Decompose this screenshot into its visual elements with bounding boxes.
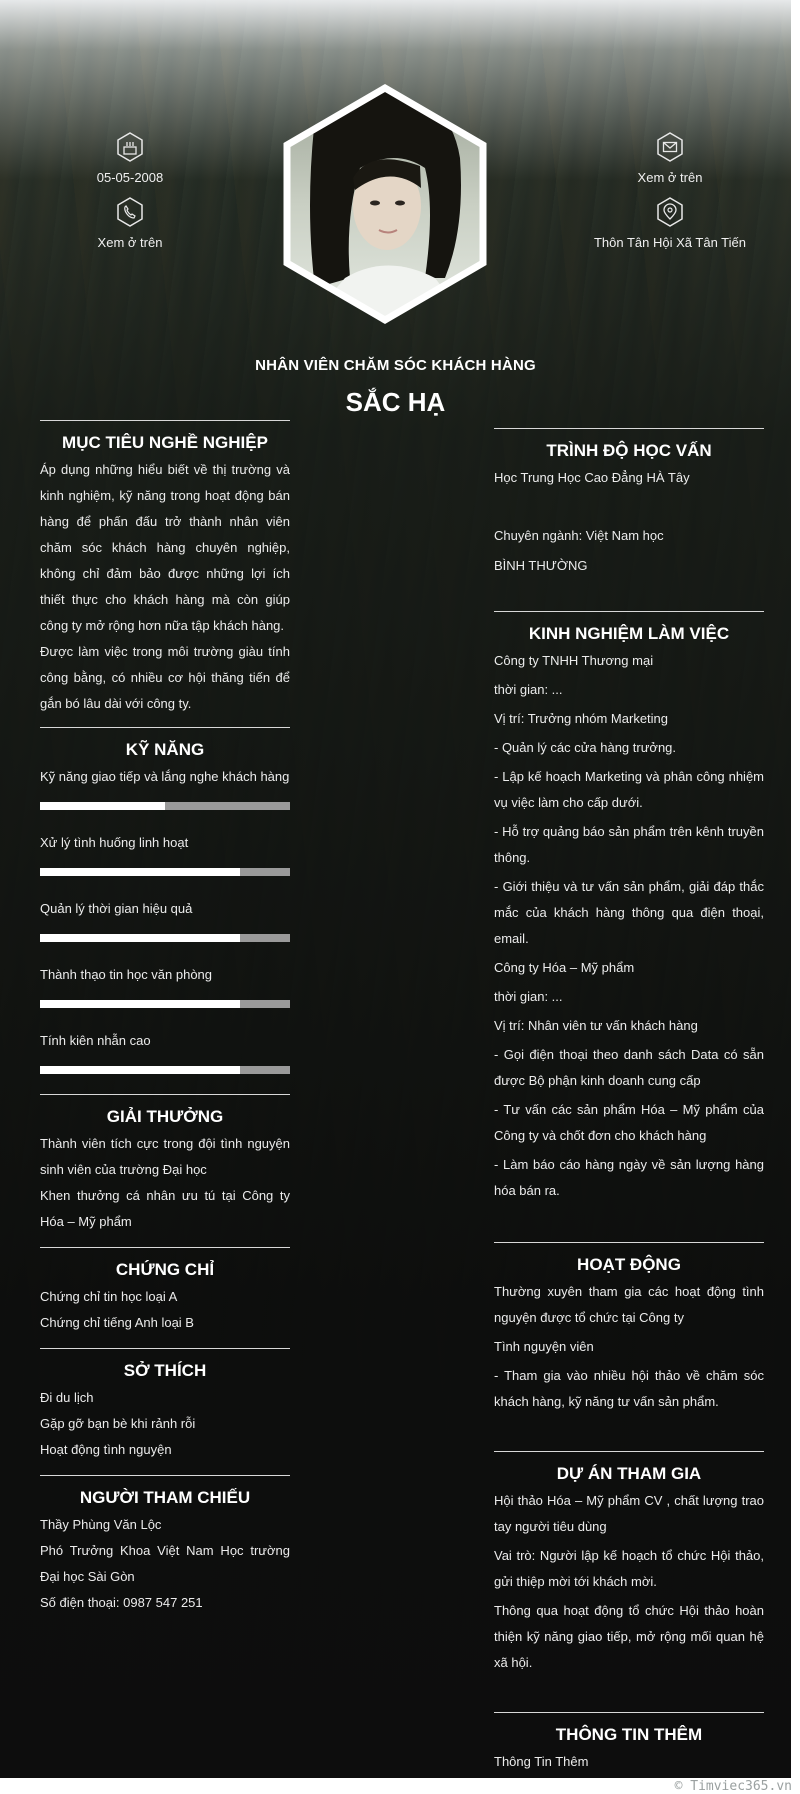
right-column — [494, 428, 764, 1775]
extra-info-section — [494, 1712, 764, 1775]
skills-section — [40, 727, 290, 1074]
skill-label: Thành thạo tin học văn phòng — [40, 967, 213, 982]
hobby-item: Đi du lịch — [40, 1390, 94, 1405]
certificates-section — [40, 1247, 290, 1336]
address-text: Thôn Tân Hội Xã Tân Tiến — [593, 235, 746, 250]
education-grade: BÌNH THƯỜNG — [494, 558, 588, 573]
experience-item: thời gian: ... — [494, 682, 563, 697]
profile-photo — [275, 78, 495, 330]
experience-item: Công ty Hóa – Mỹ phẩm — [494, 960, 635, 975]
certificate-item: Chứng chỉ tiếng Anh loại B — [40, 1315, 194, 1330]
skill-bar — [40, 802, 290, 810]
award-item: Khen thưởng cá nhân ưu tú tại Công ty Hóa – Mỹ phẩm — [40, 1188, 290, 1229]
extra-info-text: Thông Tin Thêm — [494, 1754, 589, 1769]
objective-text: Được làm việc trong môi trường giàu tính công bằng, có nhiều cơ hội thăng tiến để gắn bó lâu dài với công ty. — [40, 644, 290, 711]
reference-item: Số điện thoại: 0987 547 251 — [40, 1595, 203, 1610]
section-title: THÔNG TIN THÊM — [555, 1725, 703, 1744]
awards-section — [40, 1094, 290, 1235]
experience-section — [494, 611, 764, 1204]
section-title: CHỨNG CHỈ — [115, 1260, 215, 1279]
activity-item: Thường xuyên tham gia các hoạt động tình nguyện được tổ chức tại Công ty — [494, 1284, 764, 1325]
skill-bar-fill — [40, 934, 240, 942]
experience-item: thời gian: ... — [494, 989, 563, 1004]
dob-info — [70, 132, 190, 185]
project-item: Hội thảo Hóa – Mỹ phẩm CV , chất lượng trao tay người tiêu dùng — [494, 1493, 764, 1534]
project-item: Thông qua hoạt động tổ chức Hội thảo hoàn thiện kỹ năng giao tiếp, mở rộng mối quan hệ xã hội. — [494, 1603, 764, 1670]
education-section — [494, 428, 764, 579]
hobby-item: Gặp gỡ bạn bè khi rảnh rỗi — [40, 1416, 196, 1431]
hobby-item: Hoạt động tình nguyện — [40, 1442, 172, 1457]
section-title: KINH NGHIỆM LÀM VIỆC — [528, 624, 730, 643]
skill-bar — [40, 1000, 290, 1008]
section-divider — [494, 1242, 764, 1243]
birthday-cake-icon — [116, 132, 144, 162]
section-divider — [40, 1475, 290, 1476]
activities-section — [494, 1242, 764, 1415]
experience-item: Vị trí: Trưởng nhóm Marketing — [494, 711, 669, 726]
location-pin-icon — [656, 197, 684, 227]
phone-info — [70, 197, 190, 250]
job-title: NHÂN VIÊN CHĂM SÓC KHÁCH HÀNG — [255, 357, 536, 374]
section-title: GIẢI THƯỞNG — [106, 1107, 224, 1126]
skill-bar — [40, 868, 290, 876]
skill-label: Kỹ năng giao tiếp và lắng nghe khách hàng — [40, 769, 290, 784]
activity-item: Tình nguyện viên — [494, 1339, 594, 1354]
experience-item: - Tư vấn các sản phẩm Hóa – Mỹ phẩm của Công ty và chốt đơn cho khách hàng — [494, 1102, 764, 1143]
experience-item: - Giới thiệu và tư vấn sản phẩm, giải đáp thắc mắc của khách hàng thông qua điện thoại, email. — [494, 879, 764, 946]
candidate-name: SẮC HẠ — [345, 387, 446, 417]
watermark: © Timviec365.vn — [674, 1779, 792, 1794]
envelope-icon — [656, 132, 684, 162]
experience-item: - Gọi điện thoại theo danh sách Data có sẵn được Bộ phận kinh doanh cung cấp — [494, 1047, 764, 1088]
email-text: Xem ở trên — [637, 170, 703, 185]
section-divider — [494, 428, 764, 429]
section-divider — [494, 1712, 764, 1713]
email-info — [600, 132, 740, 185]
phone-text: Xem ở trên — [97, 235, 163, 250]
education-major: Chuyên ngành: Việt Nam học — [494, 528, 664, 543]
objective-section — [40, 420, 290, 717]
section-divider — [40, 727, 290, 728]
education-school: Học Trung Học Cao Đẳng HÀ Tây — [494, 470, 690, 485]
skills-list — [40, 764, 290, 1074]
hobbies-section — [40, 1348, 290, 1463]
references-section — [40, 1475, 290, 1616]
phone-icon — [116, 197, 144, 227]
experience-item: Vị trí: Nhân viên tư vấn khách hàng — [494, 1018, 698, 1033]
experience-item: Công ty TNHH Thương mại — [494, 653, 654, 668]
objective-text: Áp dụng những hiểu biết về thị trường và kinh nghiệm, kỹ năng trong hoạt động bán hàng để phấn đấu trở thành nhân viên chăm sóc khách hàng chuyên nghiệp, không chỉ đảm bảo được những lợi ích thiết thực cho khách hàng mà còn giúp công ty mở rộng hơn nữa tập khách hàng. — [40, 462, 290, 633]
section-divider — [494, 611, 764, 612]
experience-item: - Quản lý các cửa hàng trưởng. — [494, 740, 677, 755]
experience-list — [494, 648, 764, 1204]
projects-section — [494, 1451, 764, 1676]
reference-item: Thầy Phùng Văn Lộc — [40, 1517, 162, 1532]
skill-bar-fill — [40, 1066, 240, 1074]
skill-label: Tính kiên nhẫn cao — [40, 1033, 151, 1048]
skill-bar-fill — [40, 802, 165, 810]
section-divider — [40, 1094, 290, 1095]
section-divider — [40, 1348, 290, 1349]
left-column — [40, 420, 290, 1616]
address-info — [580, 197, 760, 250]
experience-item: - Làm báo cáo hàng ngày về sản lượng hàng hóa bán ra. — [494, 1157, 764, 1198]
project-item: Vai trò: Người lập kế hoạch tổ chức Hội thảo, gửi thiệp mời tới khách mời. — [494, 1548, 764, 1589]
experience-item: - Hỗ trợ quảng báo sản phẩm trên kênh truyền thông. — [494, 824, 764, 865]
skill-bar — [40, 1066, 290, 1074]
section-title: SỞ THÍCH — [123, 1361, 207, 1380]
section-title: MỤC TIÊU NGHỀ NGHIỆP — [62, 433, 268, 452]
section-title: NGƯỜI THAM CHIẾU — [79, 1488, 251, 1507]
award-item: Thành viên tích cực trong đội tình nguyện sinh viên của trường Đại học — [40, 1136, 290, 1177]
section-title: KỸ NĂNG — [125, 740, 205, 759]
dob-text: 05-05-2008 — [96, 170, 164, 185]
section-divider — [494, 1451, 764, 1452]
section-title: DỰ ÁN THAM GIA — [556, 1464, 702, 1483]
skill-bar-fill — [40, 868, 240, 876]
activity-item: - Tham gia vào nhiều hội thảo về chăm sóc khách hàng, kỹ năng tư vấn sản phẩm. — [494, 1368, 764, 1409]
skill-bar-fill — [40, 1000, 240, 1008]
experience-item: - Lập kế hoạch Marketing và phân công nhiệm vụ việc làm cho cấp dưới. — [494, 769, 764, 810]
reference-item: Phó Trưởng Khoa Việt Nam Học trường Đại học Sài Gòn — [40, 1543, 290, 1584]
skill-bar — [40, 934, 290, 942]
skill-label: Quản lý thời gian hiệu quả — [40, 901, 193, 916]
section-divider — [40, 1247, 290, 1248]
section-title: HOẠT ĐỘNG — [577, 1255, 681, 1274]
section-title: TRÌNH ĐỘ HỌC VẤN — [546, 441, 712, 460]
section-divider — [40, 420, 290, 421]
skill-label: Xử lý tình huống linh hoạt — [40, 835, 189, 850]
certificate-item: Chứng chỉ tin học loại A — [40, 1289, 178, 1304]
